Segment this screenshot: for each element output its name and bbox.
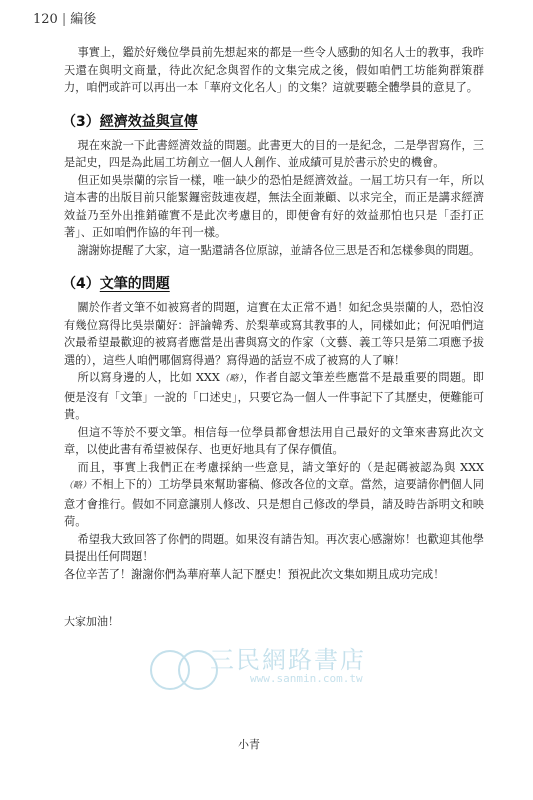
header-section: 編後 bbox=[70, 12, 97, 27]
section-3-paragraph-3: 謝謝妳提醒了大家，這一點還請各位原諒，並請各位三思是否和怎樣參與的問題。 bbox=[77, 243, 481, 257]
section-4-title: 文筆的問題 bbox=[99, 276, 170, 292]
section-4-paragraph-1: 關於作者文筆不如被寫者的問題，這實在太正常不過！如紀念吳崇蘭的人，恐怕沒有幾位寫得比吳崇蘭好：評論韓秀、於梨華或寫其教事的人，同樣如此；何況咱們這次最希望最歡迎的被寫者應當是出書與寫文的作家（文藝、義工等只是第二項應予拔選的），這些人咱們哪個寫得過？寫得過的話豈不成了被寫的人了嘛！ bbox=[64, 301, 484, 367]
watermark-url: www.sanmin.com.tw bbox=[250, 672, 363, 685]
text-run: 不相上下的）工坊學員來幫助審稿、修改各位的文章。當然，這要請你們個人同意才會推行。假如不同意讓別人修改、只是想自己修改的學員，請及時告訴明文和映荷。 bbox=[64, 478, 484, 528]
closing-sign-off: 大家加油！ bbox=[64, 615, 119, 628]
section-4-number: （4） bbox=[62, 276, 100, 292]
text-run: ，作者自認文筆差些應當不是最重要的問題。即便是沒有「文筆」一說的「口述史」，只要它為一個人一件事記下了其歷史，便難能可貴。 bbox=[64, 371, 484, 421]
section-4-paragraph-3: 但這不等於不要文筆。相信每一位學員都會想法用自己最好的文筆來書寫此次文章，以使此書有希望被保存、也更好地具有了保存價值。 bbox=[64, 425, 484, 456]
section-4-paragraph-6: 各位辛苦了！謝謝你們為華府華人記下歷史！預祝此次文集如期且成功完成！ bbox=[64, 567, 445, 581]
omission-note: （略） bbox=[219, 374, 244, 384]
page-number: 120 bbox=[33, 12, 58, 27]
text-run: 所以寫身邊的人，比如 XXX bbox=[77, 371, 220, 384]
section-3-paragraph-1: 現在來說一下此書經濟效益的問題。此書更大的目的一是紀念，二是學習寫作，三是記史，四是為此屆工坊創立一個人人創作、並成績可見於書示於史的機會。 bbox=[64, 138, 484, 169]
section-4-paragraph-2 bbox=[64, 369, 484, 424]
bookstore-watermark bbox=[150, 640, 440, 690]
author-name: 小青 bbox=[238, 738, 260, 751]
body-text bbox=[64, 44, 484, 629]
section-3-title: 經濟效益與宣傳 bbox=[99, 113, 198, 130]
intro-paragraph: 事實上，鑑於好幾位學員前先想起來的都是一些令人感動的知名人士的教事，我昨天還在與明文商量，待此次紀念與習作的文集完成之後，假如咱們工坊能夠群策群力，咱們或許可以再出一本「華府文化名人」的文集？這就要聽全體學員的意見了。 bbox=[64, 46, 484, 94]
watermark-name: 三民網路書店 bbox=[210, 646, 366, 674]
section-4-paragraph-5: 希望我大致回答了你們的問題。如果沒有請告知。再次衷心感謝妳！也歡迎其他學員提出任何問題！ bbox=[64, 532, 484, 563]
text-run: 而且，事實上我們正在考慮採納一些意見，請文筆好的（是起碼被認為與 XXX bbox=[77, 460, 484, 474]
section-3-heading bbox=[62, 111, 484, 131]
running-header bbox=[33, 8, 96, 27]
header-divider: | bbox=[61, 12, 67, 27]
section-4-paragraph-4 bbox=[64, 459, 484, 531]
omission-note: （略） bbox=[64, 481, 92, 491]
section-4-heading bbox=[62, 273, 484, 293]
section-3-number: （3） bbox=[62, 113, 100, 130]
section-3-paragraph-2: 但正如吳崇蘭的宗旨一樣，唯一缺少的恐怕是經濟效益。一屆工坊只有一年，所以這本書的出版目前只能緊鑼密鼓連夜趕，無法全面兼顧、以求完全，而正是講求經濟效益乃至外出推銷確實不是此次考慮目的，即便會有好的效益那怕也只是「歪打正著」、正如咱們作協的年刊一樣。 bbox=[64, 173, 484, 239]
